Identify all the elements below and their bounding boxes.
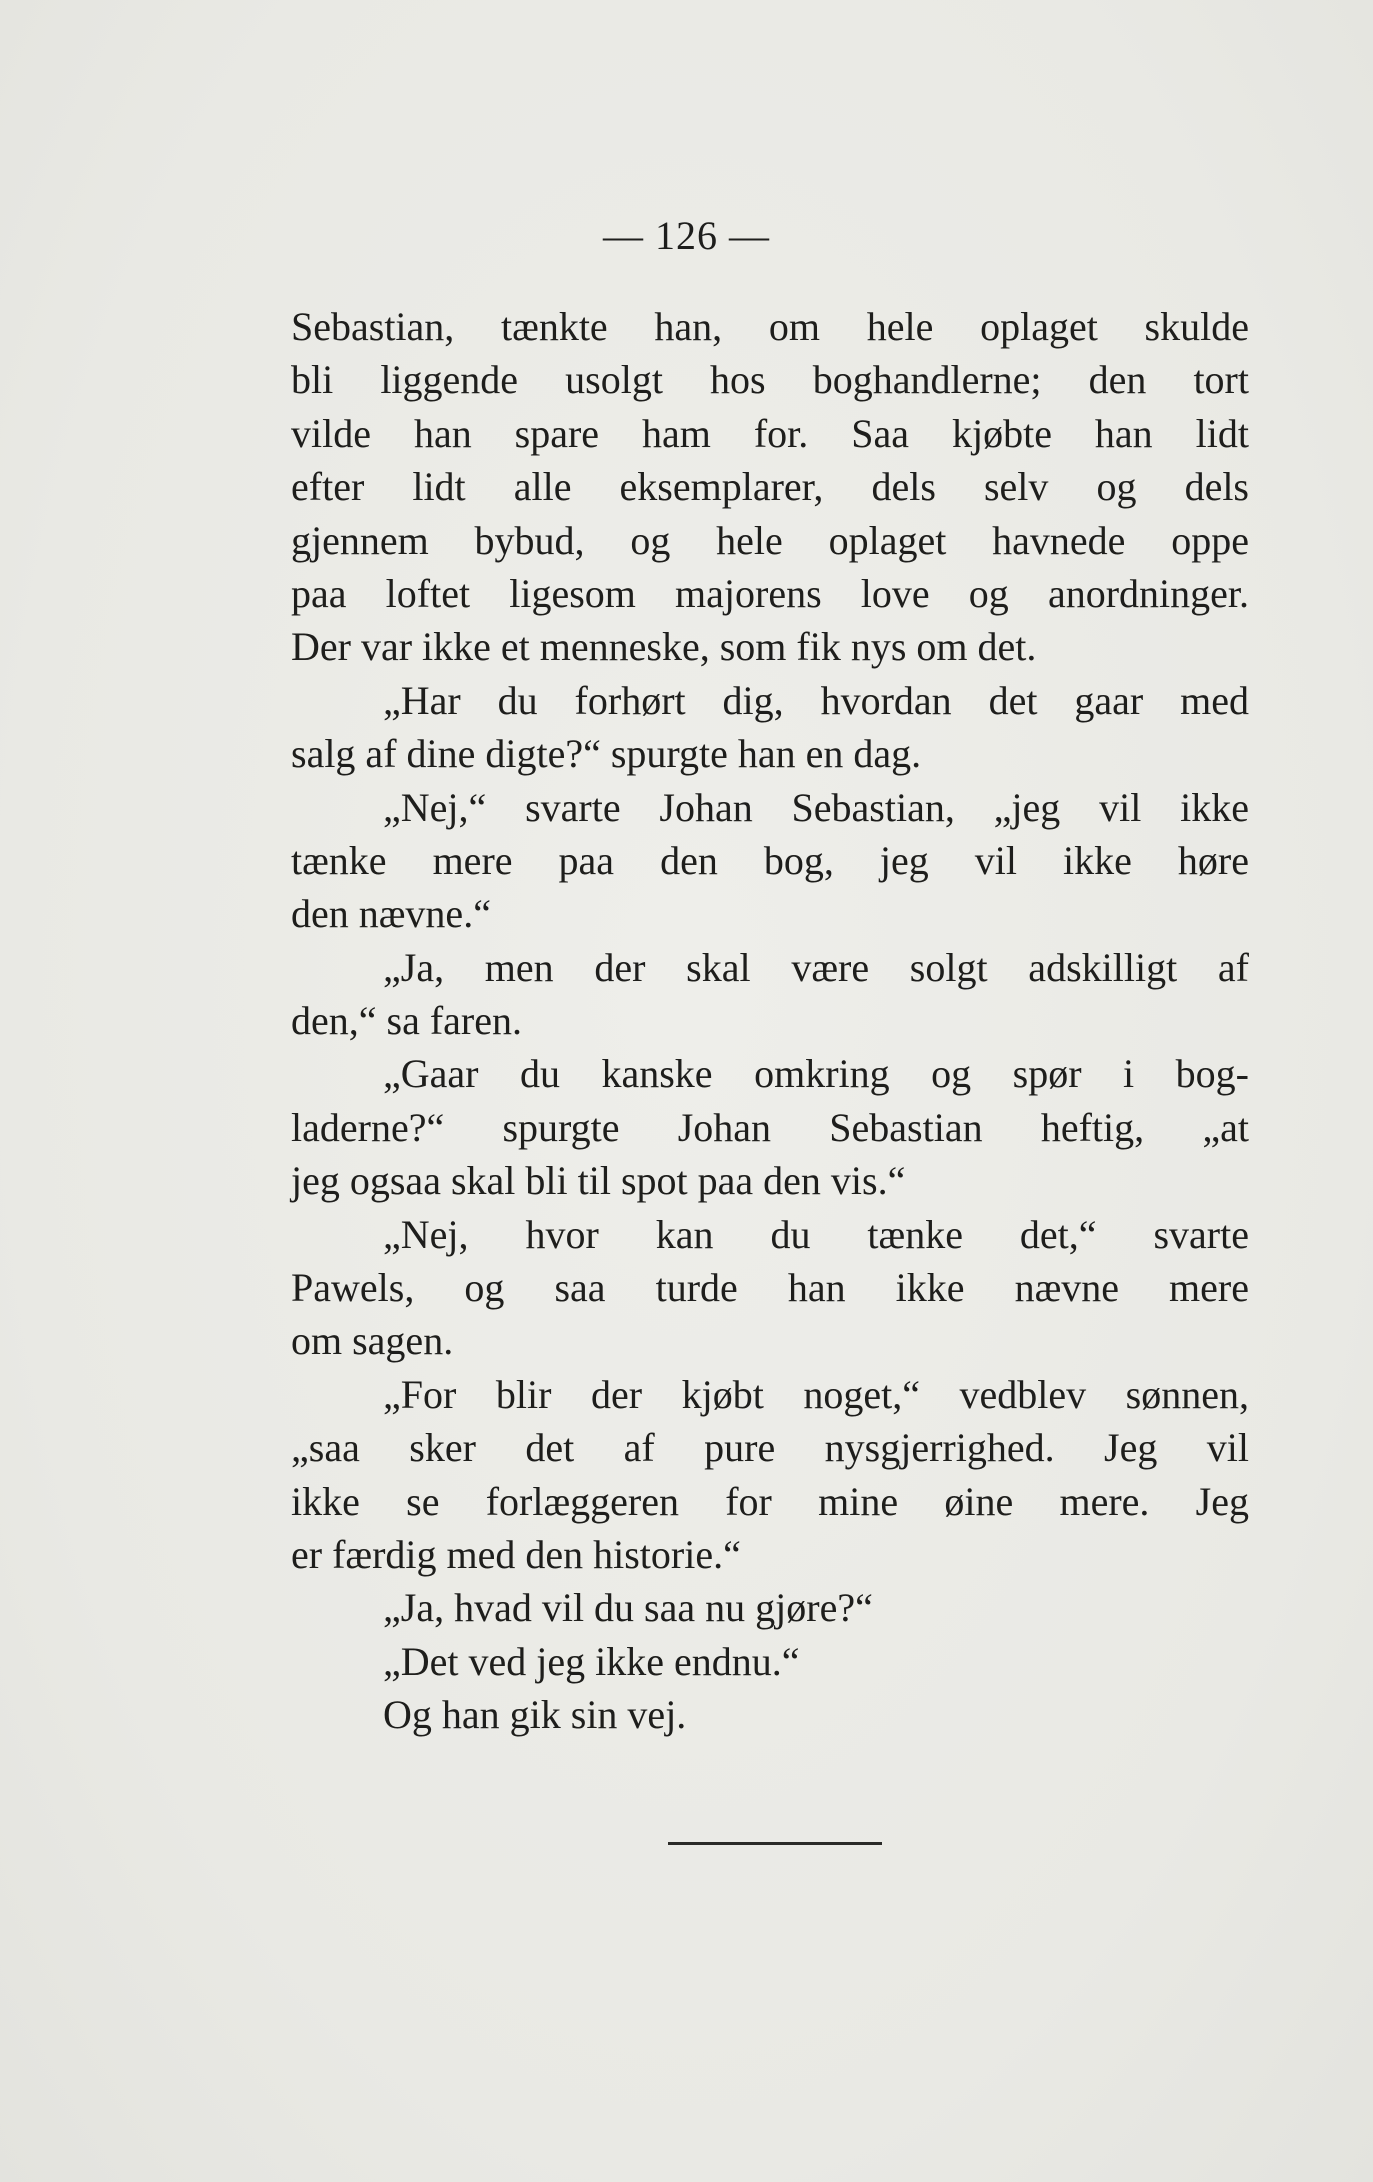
text-line: „Nej,“ svarte Johan Sebastian, „jeg vil ikke [383, 784, 1249, 830]
text-line: „Det ved jeg ikke endnu.“ [383, 1638, 800, 1684]
text-line: jeg ogsaa skal bli til spot paa den vis.“ [291, 1158, 906, 1204]
text-line: ikke se forlæggeren for mine øine mere. Jeg [291, 1478, 1249, 1524]
body-text [291, 300, 1249, 1742]
text-line: Sebastian, tænkte han, om hele oplaget skulde [291, 304, 1249, 349]
text-line: gjennem bybud, og hele oplaget havnede oppe [291, 517, 1249, 563]
text-line: vilde han spare ham for. Saa kjøbte han lidt [291, 410, 1249, 456]
chapter-end-rule [668, 1842, 882, 1845]
text-line: „saa sker det af pure nysgjerrighed. Jeg vil [291, 1425, 1249, 1471]
page-number: — 126 — [603, 213, 770, 258]
text-line: salg af dine digte?“ spurgte han en dag. [291, 731, 922, 777]
text-line: efter lidt alle eksemplarer, dels selv og dels [291, 464, 1249, 510]
text-line: bli liggende usolgt hos boghandlerne; den tort [291, 357, 1249, 403]
text-line: tænke mere paa den bog, jeg vil ikke høre [291, 837, 1249, 883]
text-line: Der var ikke et menneske, som fik nys om det. [291, 624, 1037, 670]
text-line: paa loftet ligesom majorens love og anordninger. [291, 570, 1249, 616]
text-line: „Ja, hvad vil du saa nu gjøre?“ [383, 1585, 873, 1631]
text-line: „Ja, men der skal være solgt adskilligt af [383, 944, 1249, 990]
text-line: „Har du forhørt dig, hvordan det gaar med [383, 677, 1249, 723]
text-line: den nævne.“ [291, 891, 491, 937]
text-line: laderne?“ spurgte Johan Sebastian heftig, „at [291, 1104, 1249, 1150]
text-line: „Nej, hvor kan du tænke det,“ svarte [383, 1211, 1249, 1257]
text-line: „For blir der kjøbt noget,“ vedblev sønnen, [383, 1371, 1249, 1417]
text-line: den,“ sa faren. [291, 998, 522, 1044]
text-line: „Gaar du kanske omkring og spør i bog- [383, 1051, 1249, 1097]
text-line: Og han gik sin vej. [383, 1692, 687, 1738]
text-line: om sagen. [291, 1318, 454, 1364]
text-line: Pawels, og saa turde han ikke nævne mere [291, 1265, 1249, 1311]
text-line: er færdig med den historie.“ [291, 1531, 741, 1577]
